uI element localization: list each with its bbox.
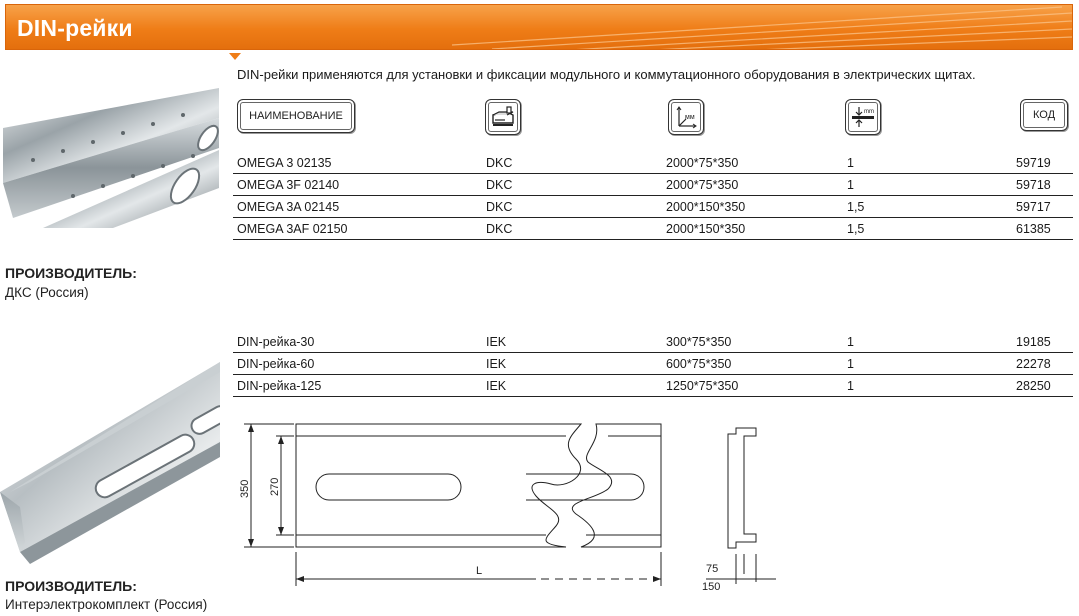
page-title: DIN-рейки [17, 15, 133, 41]
table-row [233, 218, 1073, 240]
header-code-label: КОД [1032, 109, 1056, 121]
cell-name: OMEGA 3A 02145 [237, 200, 340, 214]
table-row [233, 152, 1073, 174]
dim-length: L [476, 565, 483, 577]
product-photo-iek [0, 332, 220, 572]
cell-code: 28250 [1016, 379, 1051, 393]
dimensions-icon [671, 102, 701, 132]
header-manufacturer-icon [485, 99, 521, 135]
cell-size: 2000*150*350 [666, 222, 746, 236]
cell-brand: DKC [486, 200, 513, 214]
product-photo-dkc [3, 88, 219, 228]
cell-code: 22278 [1016, 357, 1051, 371]
cell-name: OMEGA 3 02135 [237, 156, 332, 170]
cell-thickness: 1,5 [847, 222, 865, 236]
technical-drawing [236, 414, 796, 594]
banner-decoration [432, 5, 1072, 50]
cell-thickness: 1 [847, 379, 854, 393]
cell-size: 600*75*350 [666, 357, 732, 371]
header-size-icon [668, 99, 704, 135]
cell-code: 19185 [1016, 335, 1051, 349]
cell-name: OMEGA 3F 02140 [237, 178, 340, 192]
cell-thickness: 1,5 [847, 200, 865, 214]
cell-code: 61385 [1016, 222, 1051, 236]
cell-thickness: 1 [847, 156, 854, 170]
cell-size: 300*75*350 [666, 335, 732, 349]
producer-label-dkc: ПРОИЗВОДИТЕЛЬ: [5, 265, 137, 281]
cell-brand: DKC [486, 222, 513, 236]
producer-value-dkc: ДКС (Россия) [5, 285, 89, 300]
cell-size: 2000*150*350 [666, 200, 746, 214]
cell-code: 59718 [1016, 178, 1051, 192]
cell-brand: IEK [486, 379, 507, 393]
header-name-label: НАИМЕНОВАНИЕ [249, 110, 343, 122]
header-name [237, 99, 355, 133]
dim-profile-75: 75 [706, 563, 719, 575]
dim-height-outer: 350 [239, 479, 251, 498]
banner-pointer-icon [229, 53, 241, 60]
cell-code: 59717 [1016, 200, 1051, 214]
table-row [233, 174, 1073, 196]
intro-text: DIN-рейки применяются для установки и фиксации модульного и коммутационного оборудования в электрических щитах. [237, 67, 976, 82]
header-code [1020, 99, 1068, 131]
cell-name: OMEGA 3AF 02150 [237, 222, 348, 236]
table-row [233, 196, 1073, 218]
table-row [233, 331, 1073, 353]
table-row [233, 375, 1073, 397]
cell-thickness: 1 [847, 178, 854, 192]
cell-name: DIN-рейка-60 [237, 357, 315, 371]
factory-icon [489, 103, 517, 131]
producer-label-iek: ПРОИЗВОДИТЕЛЬ: [5, 578, 137, 594]
thickness-icon [848, 102, 878, 132]
cell-name: DIN-рейка-30 [237, 335, 315, 349]
cell-brand: DKC [486, 156, 513, 170]
header-size-unit: мм [685, 114, 695, 121]
dim-profile-150: 150 [702, 581, 721, 593]
dim-height-inner: 270 [269, 477, 281, 496]
cell-thickness: 1 [847, 335, 854, 349]
cell-size: 2000*75*350 [666, 156, 739, 170]
header-thickness-unit: mm [864, 109, 874, 115]
table-row [233, 353, 1073, 375]
cell-brand: IEK [486, 335, 507, 349]
cell-brand: IEK [486, 357, 507, 371]
cell-brand: DKC [486, 178, 513, 192]
cell-thickness: 1 [847, 357, 854, 371]
cell-size: 2000*75*350 [666, 178, 739, 192]
producer-value-iek: Интерэлектрокомплект (Россия) [5, 597, 208, 612]
cell-size: 1250*75*350 [666, 379, 739, 393]
page-banner [5, 4, 1073, 50]
cell-code: 59719 [1016, 156, 1051, 170]
cell-name: DIN-рейка-125 [237, 379, 322, 393]
header-thickness-icon [845, 99, 881, 135]
